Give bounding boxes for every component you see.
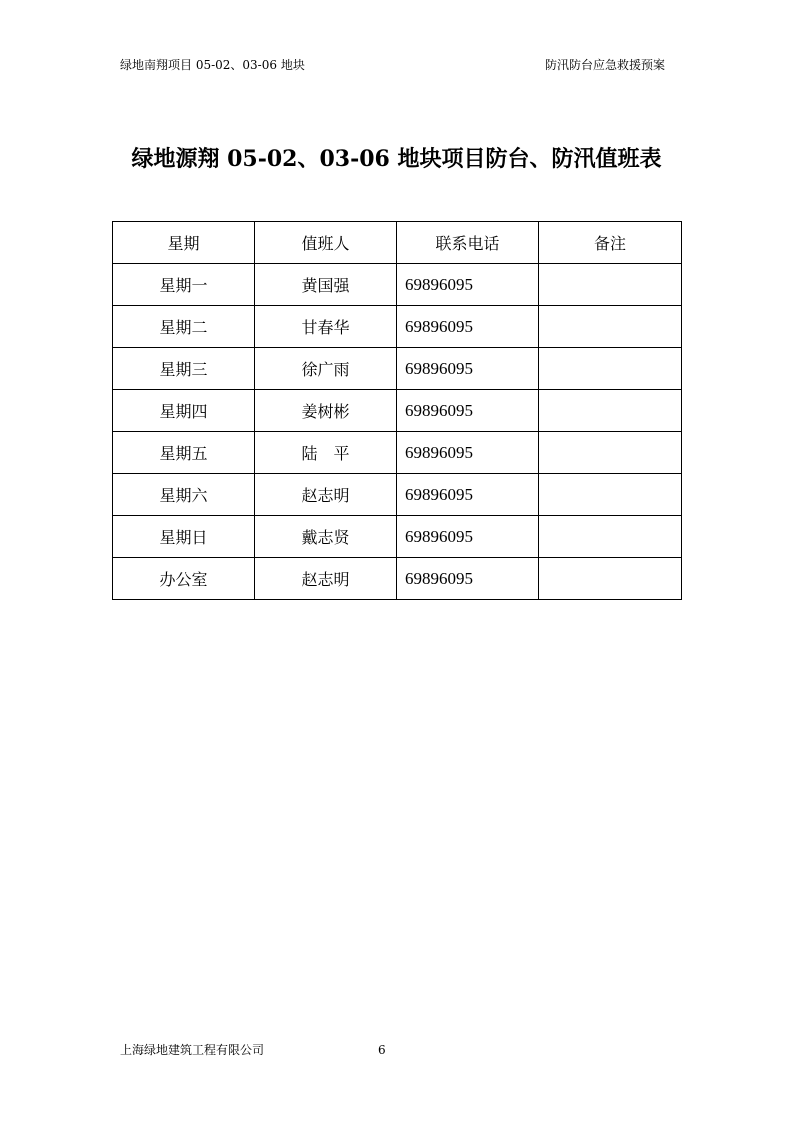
cell-phone: 69896095 — [397, 390, 539, 432]
cell-person: 甘春华 — [255, 306, 397, 348]
cell-person: 黄国强 — [255, 264, 397, 306]
page-header-document-title: 防汛防台应急救援预案 — [544, 58, 665, 72]
cell-note — [539, 474, 682, 516]
cell-day: 星期三 — [113, 348, 255, 390]
cell-phone: 69896095 — [397, 558, 539, 600]
cell-phone: 69896095 — [397, 474, 539, 516]
cell-note — [539, 432, 682, 474]
cell-person: 赵志明 — [255, 558, 397, 600]
table-row — [113, 516, 682, 558]
cell-note — [539, 306, 682, 348]
cell-day: 星期五 — [113, 432, 255, 474]
cell-note — [539, 516, 682, 558]
cell-person: 姜树彬 — [255, 390, 397, 432]
cell-phone: 69896095 — [397, 348, 539, 390]
column-header-note: 备注 — [539, 222, 682, 264]
table-row — [113, 558, 682, 600]
cell-day: 星期二 — [113, 306, 255, 348]
cell-phone: 69896095 — [397, 264, 539, 306]
cell-person: 徐广雨 — [255, 348, 397, 390]
page-number: 6 — [378, 1043, 386, 1057]
cell-day: 星期日 — [113, 516, 255, 558]
column-header-day: 星期 — [113, 222, 255, 264]
cell-phone: 69896095 — [397, 306, 539, 348]
table-row — [113, 474, 682, 516]
page-footer-company: 上海绿地建筑工程有限公司 — [120, 1043, 265, 1057]
cell-day: 星期六 — [113, 474, 255, 516]
cell-note — [539, 558, 682, 600]
table-row — [113, 432, 682, 474]
cell-person: 赵志明 — [255, 474, 397, 516]
cell-day: 星期四 — [113, 390, 255, 432]
cell-day: 办公室 — [113, 558, 255, 600]
table-row — [113, 264, 682, 306]
cell-person: 陆 平 — [255, 432, 397, 474]
document-title: 绿地源翔 05-02、03-06 地块项目防台、防汛值班表 — [131, 146, 662, 172]
duty-roster-table — [112, 221, 682, 600]
table-row — [113, 390, 682, 432]
table-row — [113, 348, 682, 390]
cell-phone: 69896095 — [397, 432, 539, 474]
table-header-row — [113, 222, 682, 264]
table-row — [113, 306, 682, 348]
cell-day: 星期一 — [113, 264, 255, 306]
cell-note — [539, 390, 682, 432]
cell-note — [539, 348, 682, 390]
cell-phone: 69896095 — [397, 516, 539, 558]
cell-person: 戴志贤 — [255, 516, 397, 558]
column-header-person: 值班人 — [255, 222, 397, 264]
cell-note — [539, 264, 682, 306]
column-header-phone: 联系电话 — [397, 222, 539, 264]
page-header-project: 绿地南翔项目 05-02、03-06 地块 — [120, 58, 305, 72]
